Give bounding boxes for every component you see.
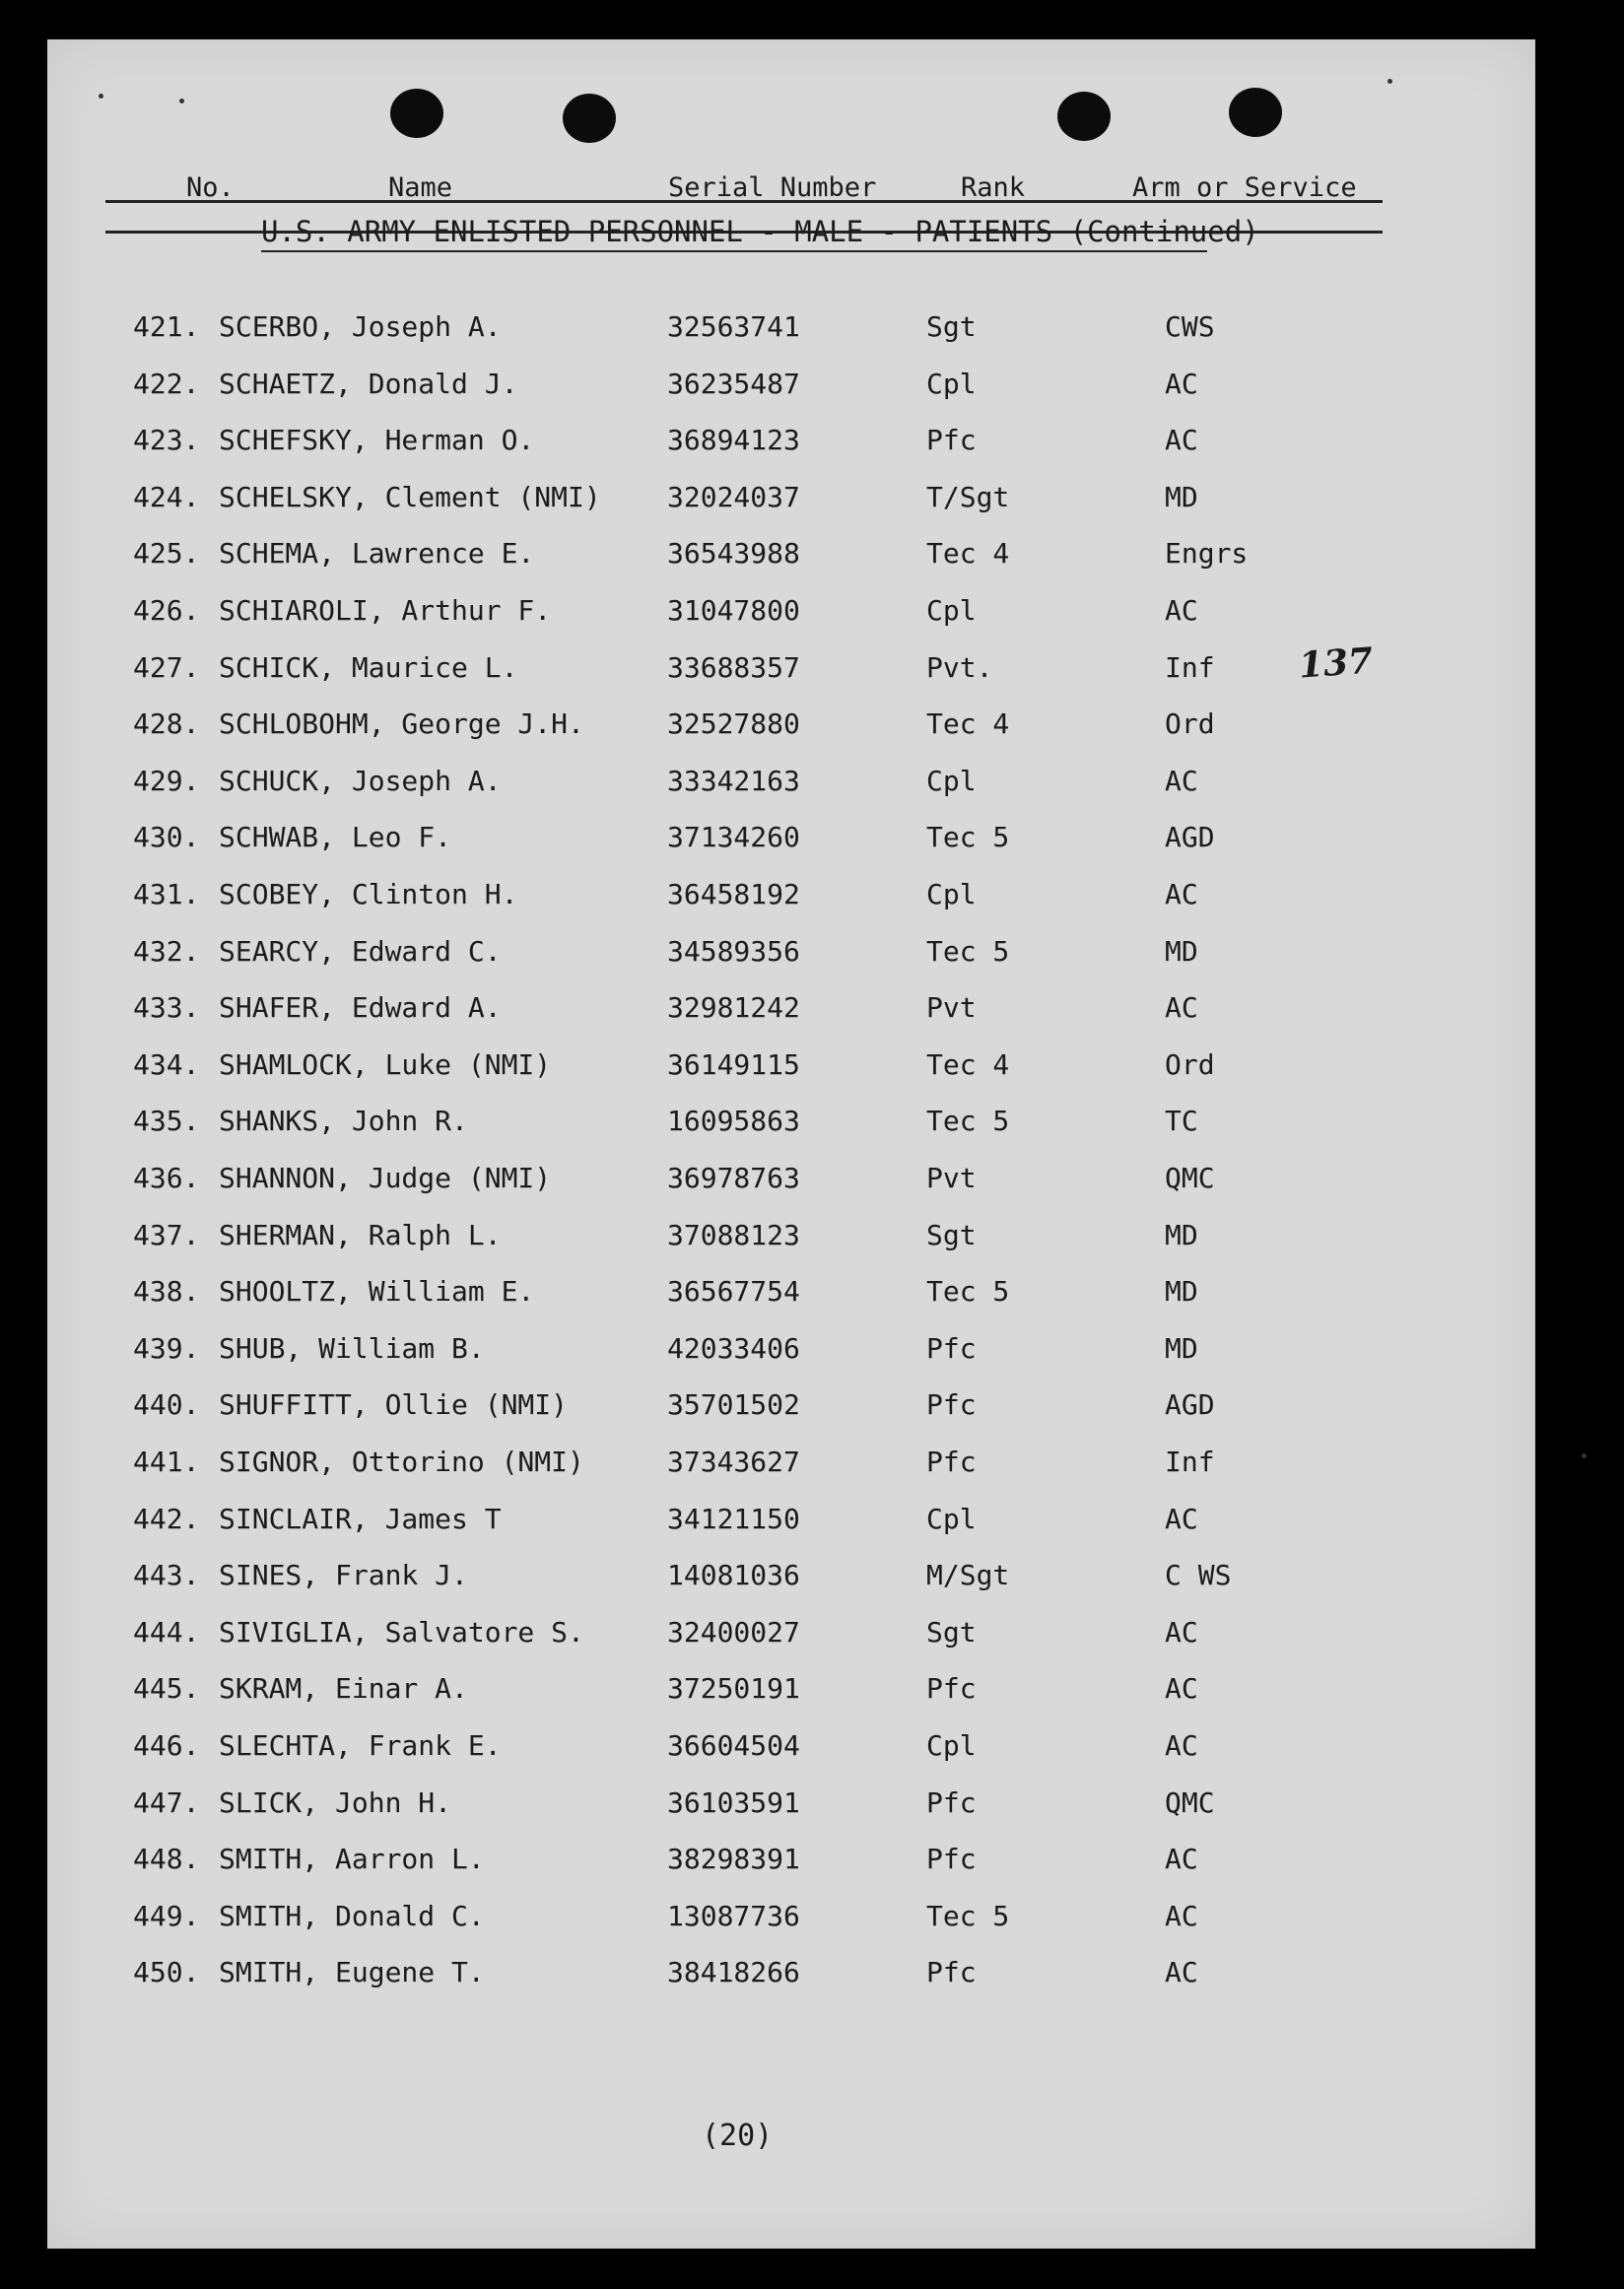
row-number: 427. bbox=[133, 650, 200, 684]
table-row bbox=[0, 1275, 1478, 1324]
row-number: 430. bbox=[133, 821, 200, 854]
row-rank: Pfc bbox=[926, 1331, 977, 1365]
row-serial-number: 36543988 bbox=[667, 537, 800, 571]
row-serial-number: 37088123 bbox=[667, 1218, 800, 1251]
row-name: SHUB, William B. bbox=[219, 1331, 485, 1365]
row-number: 429. bbox=[133, 764, 200, 797]
row-number: 441. bbox=[133, 1446, 200, 1478]
row-rank: Pvt bbox=[926, 991, 977, 1025]
table-row bbox=[0, 765, 1478, 814]
table-row bbox=[0, 1843, 1478, 1892]
row-rank: Pfc bbox=[926, 1843, 977, 1876]
row-name: SINES, Frank J. bbox=[219, 1559, 468, 1592]
row-serial-number: 36894123 bbox=[667, 424, 800, 457]
row-arm-or-service: AGD bbox=[1165, 1388, 1215, 1422]
row-arm-or-service: Ord bbox=[1165, 707, 1215, 741]
table-row bbox=[0, 1786, 1478, 1836]
row-arm-or-service: MD bbox=[1165, 934, 1198, 968]
row-arm-or-service: AC bbox=[1165, 1956, 1198, 1989]
table-row bbox=[0, 368, 1478, 417]
row-arm-or-service: AC bbox=[1165, 878, 1198, 910]
row-serial-number: 32563741 bbox=[667, 310, 800, 343]
paper-speck bbox=[179, 99, 184, 103]
paper-speck bbox=[99, 94, 103, 99]
page-number: (20) bbox=[702, 2119, 774, 2153]
row-name: SCHEFSKY, Herman O. bbox=[219, 424, 535, 457]
row-serial-number: 36235487 bbox=[667, 367, 800, 400]
row-rank: Cpl bbox=[926, 1729, 977, 1762]
row-number: 439. bbox=[133, 1331, 200, 1365]
row-serial-number: 31047800 bbox=[667, 594, 800, 627]
row-arm-or-service: AC bbox=[1165, 1502, 1198, 1535]
row-arm-or-service: CWS bbox=[1165, 310, 1215, 343]
table-row bbox=[0, 935, 1478, 984]
row-number: 443. bbox=[133, 1559, 200, 1592]
row-rank: Pvt. bbox=[926, 650, 993, 684]
row-arm-or-service: AC bbox=[1165, 594, 1198, 627]
table-row bbox=[0, 1559, 1478, 1608]
table-row bbox=[0, 537, 1478, 586]
row-arm-or-service: Inf bbox=[1165, 1446, 1215, 1478]
row-arm-or-service: AC bbox=[1165, 1729, 1198, 1762]
row-arm-or-service: MD bbox=[1165, 480, 1198, 513]
row-name: SHAMLOCK, Luke (NMI) bbox=[219, 1047, 552, 1081]
row-number: 432. bbox=[133, 934, 200, 968]
header-no: No. bbox=[186, 172, 235, 203]
row-name: SCHICK, Maurice L. bbox=[219, 650, 518, 684]
row-name: SHAFER, Edward A. bbox=[219, 991, 502, 1025]
row-rank: Pfc bbox=[926, 1446, 977, 1478]
row-serial-number: 37134260 bbox=[667, 821, 800, 854]
row-serial-number: 32981242 bbox=[667, 991, 800, 1025]
row-serial-number: 33342163 bbox=[667, 764, 800, 797]
table-row bbox=[0, 1729, 1478, 1779]
row-serial-number: 33688357 bbox=[667, 650, 800, 684]
row-number: 422. bbox=[133, 367, 200, 400]
row-number: 423. bbox=[133, 424, 200, 457]
row-serial-number: 38298391 bbox=[667, 1843, 800, 1876]
row-number: 450. bbox=[133, 1956, 200, 1989]
row-name: SCHELSKY, Clement (NMI) bbox=[219, 480, 601, 513]
row-serial-number: 34121150 bbox=[667, 1502, 800, 1535]
row-number: 426. bbox=[133, 594, 200, 627]
row-name: SLICK, John H. bbox=[219, 1785, 452, 1819]
row-serial-number: 36567754 bbox=[667, 1275, 800, 1309]
row-name: SCHLOBOHM, George J.H. bbox=[219, 707, 584, 741]
row-rank: Sgt bbox=[926, 1218, 977, 1251]
row-serial-number: 16095863 bbox=[667, 1105, 800, 1138]
row-rank: Sgt bbox=[926, 310, 977, 343]
row-name: SCHIAROLI, Arthur F. bbox=[219, 594, 552, 627]
row-number: 433. bbox=[133, 991, 200, 1025]
row-number: 447. bbox=[133, 1785, 200, 1819]
row-arm-or-service: Ord bbox=[1165, 1047, 1215, 1081]
row-number: 437. bbox=[133, 1218, 200, 1251]
table-row bbox=[0, 1105, 1478, 1154]
row-name: SHUFFITT, Ollie (NMI) bbox=[219, 1388, 569, 1422]
paper-speck bbox=[1582, 1453, 1587, 1458]
row-arm-or-service: MD bbox=[1165, 1275, 1198, 1309]
row-rank: M/Sgt bbox=[926, 1559, 1010, 1592]
row-serial-number: 32527880 bbox=[667, 707, 800, 741]
row-serial-number: 32400027 bbox=[667, 1615, 800, 1649]
row-serial-number: 32024037 bbox=[667, 480, 800, 513]
row-rank: Tec 5 bbox=[926, 1275, 1010, 1309]
table-row bbox=[0, 1446, 1478, 1495]
margin-annotation: 137 bbox=[1297, 640, 1375, 687]
row-rank: Pfc bbox=[926, 424, 977, 457]
row-arm-or-service: AC bbox=[1165, 1843, 1198, 1876]
row-name: SCHAETZ, Donald J. bbox=[219, 367, 518, 400]
row-rank: Pfc bbox=[926, 1388, 977, 1422]
table-row bbox=[0, 1048, 1478, 1098]
table-row bbox=[0, 1332, 1478, 1381]
row-serial-number: 36103591 bbox=[667, 1785, 800, 1819]
row-arm-or-service: Inf bbox=[1165, 650, 1215, 684]
row-name: SHANKS, John R. bbox=[219, 1105, 468, 1138]
punch-hole bbox=[390, 89, 443, 138]
row-rank: Pfc bbox=[926, 1672, 977, 1706]
header-name: Name bbox=[388, 172, 453, 203]
row-number: 448. bbox=[133, 1843, 200, 1876]
row-rank: Cpl bbox=[926, 764, 977, 797]
header-rank: Rank bbox=[961, 172, 1026, 203]
row-name: SCHUCK, Joseph A. bbox=[219, 764, 502, 797]
row-number: 424. bbox=[133, 480, 200, 513]
table-row bbox=[0, 1616, 1478, 1665]
table-row bbox=[0, 424, 1478, 473]
row-name: SEARCY, Edward C. bbox=[219, 934, 502, 968]
row-rank: Tec 4 bbox=[926, 1047, 1010, 1081]
table-row bbox=[0, 1503, 1478, 1552]
row-arm-or-service: QMC bbox=[1165, 1785, 1215, 1819]
table-header bbox=[105, 161, 1383, 220]
row-rank: Sgt bbox=[926, 1615, 977, 1649]
row-serial-number: 37343627 bbox=[667, 1446, 800, 1478]
row-rank: Pfc bbox=[926, 1785, 977, 1819]
row-number: 442. bbox=[133, 1502, 200, 1535]
row-rank: Cpl bbox=[926, 878, 977, 910]
row-number: 434. bbox=[133, 1047, 200, 1081]
row-number: 440. bbox=[133, 1388, 200, 1422]
row-name: SCERBO, Joseph A. bbox=[219, 310, 502, 343]
row-serial-number: 34589356 bbox=[667, 934, 800, 968]
row-rank: Tec 5 bbox=[926, 934, 1010, 968]
row-rank: Pvt bbox=[926, 1162, 977, 1194]
row-number: 421. bbox=[133, 310, 200, 343]
table-row bbox=[0, 707, 1478, 757]
row-rank: Cpl bbox=[926, 594, 977, 627]
table-row bbox=[0, 1162, 1478, 1211]
row-arm-or-service: AC bbox=[1165, 424, 1198, 457]
section-title: U.S. ARMY ENLISTED PERSONNEL - MALE - PATIENTS (Continued) bbox=[261, 215, 1207, 252]
row-arm-or-service: AC bbox=[1165, 764, 1198, 797]
punch-hole bbox=[563, 94, 616, 143]
row-rank: Cpl bbox=[926, 1502, 977, 1535]
row-rank: Tec 5 bbox=[926, 1899, 1010, 1932]
row-arm-or-service: AC bbox=[1165, 1672, 1198, 1706]
table-row bbox=[0, 1388, 1478, 1438]
row-number: 444. bbox=[133, 1615, 200, 1649]
row-arm-or-service: MD bbox=[1165, 1331, 1198, 1365]
header-serial: Serial Number bbox=[668, 172, 877, 203]
row-arm-or-service: AC bbox=[1165, 367, 1198, 400]
table-row bbox=[0, 1900, 1478, 1949]
row-arm-or-service: AC bbox=[1165, 1615, 1198, 1649]
row-serial-number: 38418266 bbox=[667, 1956, 800, 1989]
row-arm-or-service: C WS bbox=[1165, 1559, 1232, 1592]
row-name: SMITH, Eugene T. bbox=[219, 1956, 485, 1989]
row-name: SIVIGLIA, Salvatore S. bbox=[219, 1615, 584, 1649]
table-row bbox=[0, 1956, 1478, 2005]
row-serial-number: 14081036 bbox=[667, 1559, 800, 1592]
row-rank: Tec 4 bbox=[926, 537, 1010, 571]
row-number: 438. bbox=[133, 1275, 200, 1309]
table-row bbox=[0, 878, 1478, 927]
row-name: SLECHTA, Frank E. bbox=[219, 1729, 502, 1762]
row-number: 428. bbox=[133, 707, 200, 741]
row-rank: Tec 5 bbox=[926, 821, 1010, 854]
row-arm-or-service: Engrs bbox=[1165, 537, 1249, 571]
row-name: SMITH, Aarron L. bbox=[219, 1843, 485, 1876]
row-serial-number: 36604504 bbox=[667, 1729, 800, 1762]
table-row bbox=[0, 310, 1478, 360]
row-name: SHANNON, Judge (NMI) bbox=[219, 1162, 552, 1194]
table-row bbox=[0, 594, 1478, 643]
row-name: SMITH, Donald C. bbox=[219, 1899, 485, 1932]
row-number: 435. bbox=[133, 1105, 200, 1138]
row-name: SIGNOR, Ottorino (NMI) bbox=[219, 1446, 584, 1478]
row-number: 449. bbox=[133, 1899, 200, 1932]
table-row bbox=[0, 481, 1478, 530]
row-number: 446. bbox=[133, 1729, 200, 1762]
row-name: SKRAM, Einar A. bbox=[219, 1672, 468, 1706]
table-row bbox=[0, 991, 1478, 1041]
row-name: SHERMAN, Ralph L. bbox=[219, 1218, 502, 1251]
row-rank: Cpl bbox=[926, 367, 977, 400]
row-serial-number: 37250191 bbox=[667, 1672, 800, 1706]
row-arm-or-service: AC bbox=[1165, 1899, 1198, 1932]
row-number: 425. bbox=[133, 537, 200, 571]
row-name: SCHEMA, Lawrence E. bbox=[219, 537, 535, 571]
row-rank: Tec 4 bbox=[926, 707, 1010, 741]
row-name: SCHWAB, Leo F. bbox=[219, 821, 452, 854]
row-arm-or-service: AC bbox=[1165, 991, 1198, 1025]
row-name: SINCLAIR, James T bbox=[219, 1502, 502, 1535]
table-row bbox=[0, 1219, 1478, 1268]
paper-speck bbox=[1387, 79, 1392, 84]
row-rank: T/Sgt bbox=[926, 480, 1010, 513]
row-serial-number: 42033406 bbox=[667, 1331, 800, 1365]
punch-hole bbox=[1229, 88, 1282, 137]
row-serial-number: 36978763 bbox=[667, 1162, 800, 1194]
row-name: SCOBEY, Clinton H. bbox=[219, 878, 518, 910]
row-arm-or-service: AGD bbox=[1165, 821, 1215, 854]
header-arm: Arm or Service bbox=[1132, 172, 1357, 203]
row-serial-number: 35701502 bbox=[667, 1388, 800, 1422]
punch-hole bbox=[1057, 92, 1111, 141]
row-rank: Tec 5 bbox=[926, 1105, 1010, 1138]
row-serial-number: 13087736 bbox=[667, 1899, 800, 1932]
row-arm-or-service: MD bbox=[1165, 1218, 1198, 1251]
row-serial-number: 36458192 bbox=[667, 878, 800, 910]
row-name: SHOOLTZ, William E. bbox=[219, 1275, 535, 1309]
row-number: 445. bbox=[133, 1672, 200, 1706]
row-arm-or-service: QMC bbox=[1165, 1162, 1215, 1194]
row-rank: Pfc bbox=[926, 1956, 977, 1989]
row-number: 436. bbox=[133, 1162, 200, 1194]
table-row bbox=[0, 651, 1478, 701]
row-arm-or-service: TC bbox=[1165, 1105, 1198, 1138]
row-serial-number: 36149115 bbox=[667, 1047, 800, 1081]
row-number: 431. bbox=[133, 878, 200, 910]
table-row bbox=[0, 821, 1478, 870]
table-row bbox=[0, 1672, 1478, 1721]
